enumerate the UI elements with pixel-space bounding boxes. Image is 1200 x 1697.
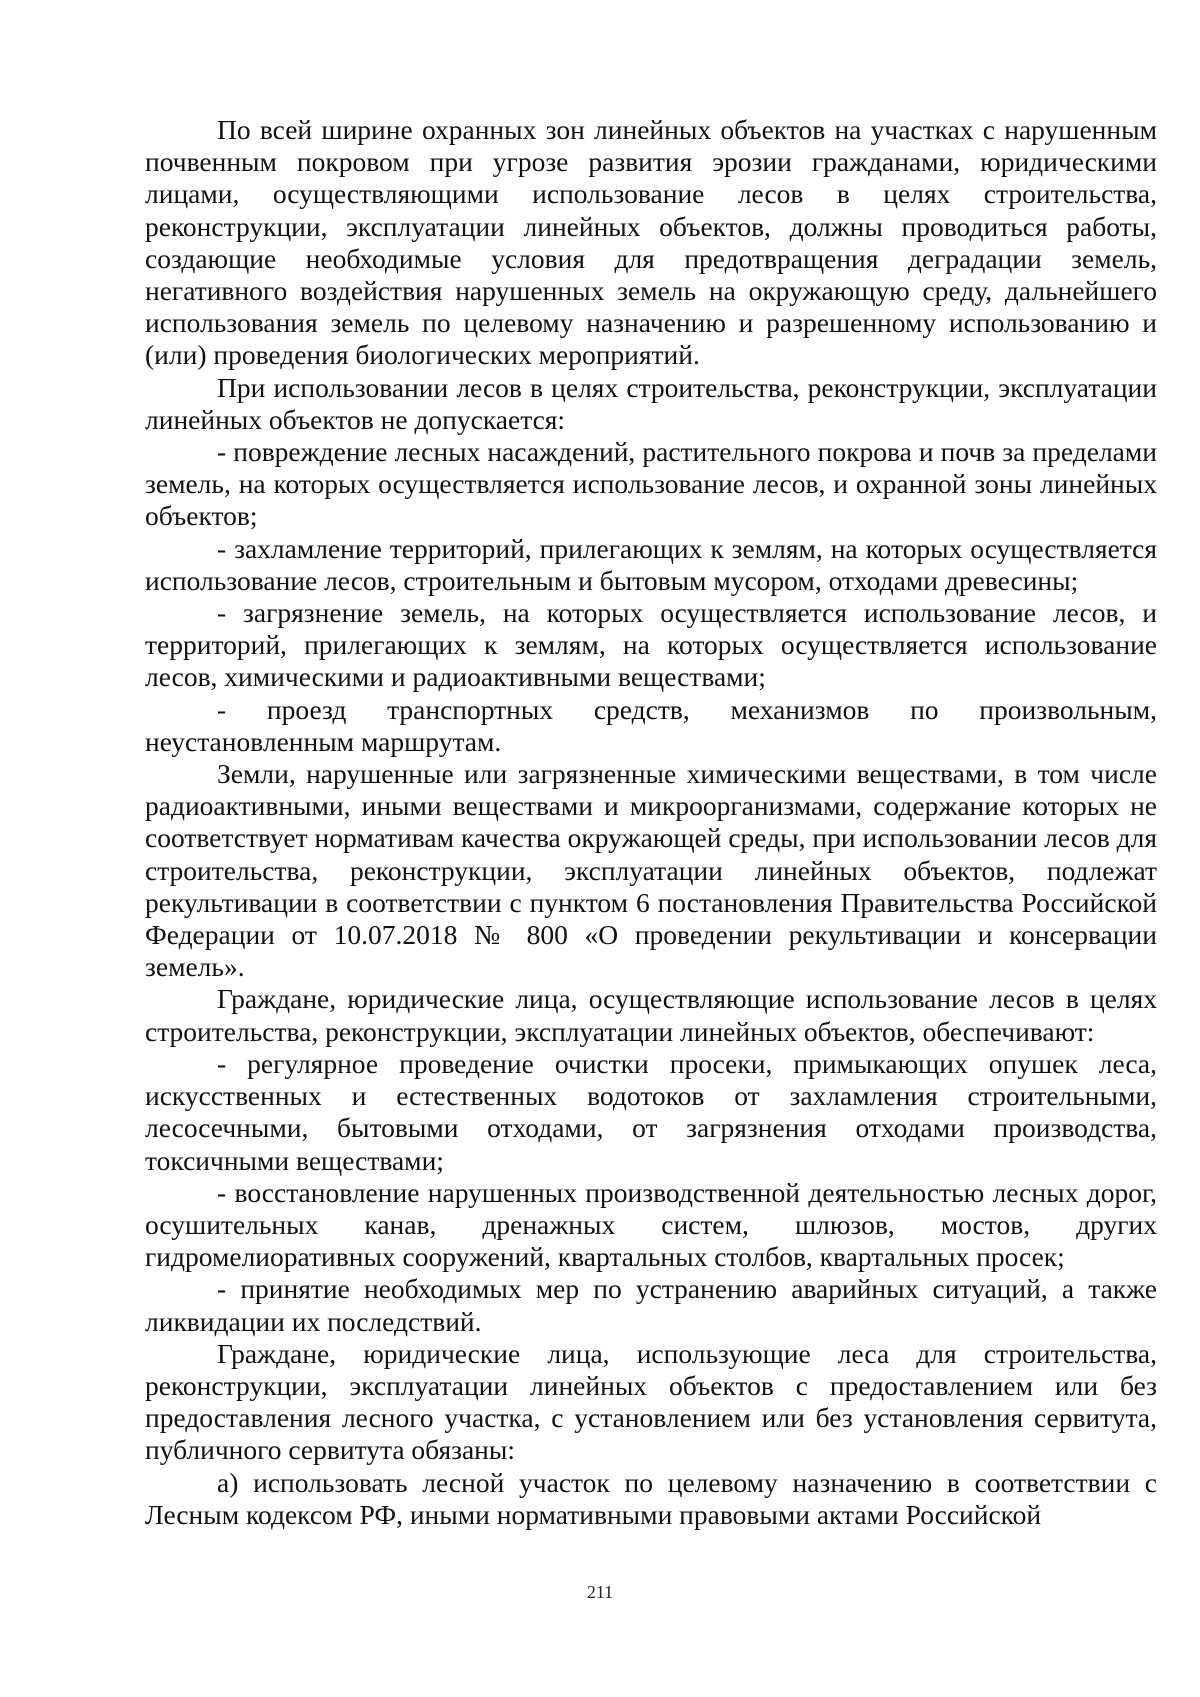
list-item-pollution: - загрязнение земель, на которых осуществляется использование лесов, и территорий, прилегающих к землям, на которых осуществляется использование лесов, химическими и радиоактивными веществами; (145, 597, 1157, 693)
paragraph-protection-zones: По всей ширине охранных зон линейных объектов на участках с нарушенным почвенным покровом при угрозе развития эрозии гражданами, юридическими лицами, осуществляющими использование лесов в целях строительства, реконструкции, эксплуатации линейных объектов, должны проводиться работы, создающие необходимые условия для предотвращения деградации земель, негативного воздействия нарушенных земель на окружающую среду, дальнейшего использования земель по целевому назначению и разрешенному использованию и (или) проведения биологических мероприятий. (145, 114, 1157, 371)
list-item-cleaning: - регулярное проведение очистки просеки, примыкающих опушек леса, искусственных и естественных водотоков от захламления строительными, лесосечными, бытовыми отходами, от загрязнения отходами производства, токсичными веществами; (145, 1047, 1157, 1176)
page-number: 211 (586, 1582, 614, 1602)
list-item-vehicle-passage: - проезд транспортных средств, механизмов по произвольным, неустановленным маршрутам. (145, 693, 1157, 757)
paragraph-obligations-intro: Граждане, юридические лица, осуществляющие использование лесов в целях строительства, реконструкции, эксплуатации линейных объектов, обеспечивают: (145, 983, 1157, 1047)
paragraph-recultivation: Земли, нарушенные или загрязненные химическими веществами, в том числе радиоактивными, иными веществами и микроорганизмами, содержание которых не соответствует нормативам качества окружающей среды, при использовании лесов для строительства, реконструкции, эксплуатации линейных объектов, подлежат рекультивации в соответствии с пунктом 6 постановления Правительства Российской Федерации от 10.07.2018 № 800 «О проведении рекультивации и консервации земель». (145, 758, 1157, 983)
paragraph-duties-intro: Граждане, юридические лица, использующие леса для строительства, реконструкции, эксплуатации линейных объектов с предоставлением или без предоставления лесного участка, с установлением или без установления сервитута, публичного сервитута обязаны: (145, 1337, 1157, 1466)
list-item-restoration: - восстановление нарушенных производственной деятельностью лесных дорог, осушительных канав, дренажных систем, шлюзов, мостов, других гидромелиоративных сооружений, квартальных столбов, квартальных просек; (145, 1176, 1157, 1273)
list-item-emergency: - принятие необходимых мер по устранению аварийных ситуаций, а также ликвидации их последствий. (145, 1273, 1157, 1337)
list-item-littering: - захламление территорий, прилегающих к землям, на которых осуществляется использование лесов, строительным и бытовым мусором, отходами древесины; (145, 532, 1157, 596)
paragraph-prohibitions-intro: При использовании лесов в целях строительства, реконструкции, эксплуатации линейных объектов не допускается: (145, 371, 1157, 435)
document-body (145, 114, 1157, 1531)
list-item-a-use: а) использовать лесной участок по целевому назначению в соответствии с Лесным кодексом РФ, иными нормативными правовыми актами Российской (145, 1466, 1157, 1530)
list-item-damage: - повреждение лесных насаждений, растительного покрова и почв за пределами земель, на которых осуществляется использование лесов, и охранной зоны линейных объектов; (145, 436, 1157, 532)
